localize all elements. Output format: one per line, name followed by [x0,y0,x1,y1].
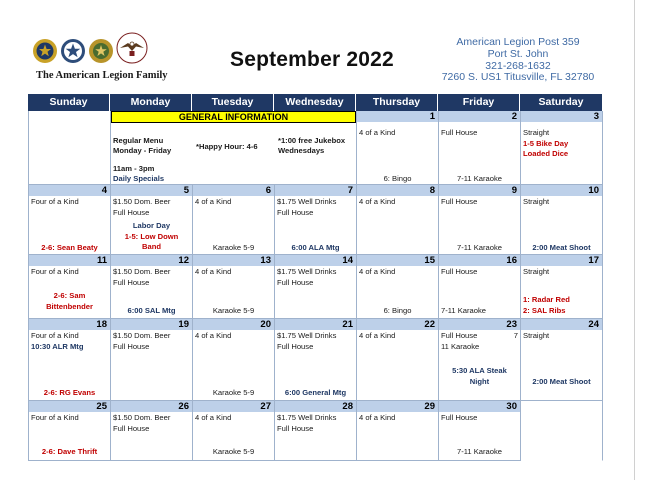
event-text: Full House [113,342,150,351]
event-text: 7-11 Karaoke [456,243,503,252]
event-text: Straight [523,128,550,137]
day-cell-4 [29,185,111,255]
day-cell-12 [111,255,193,319]
event-text: Full House [277,208,314,217]
event-text: Karaoke 5-9 [212,243,255,252]
day-number: 17 [521,255,602,266]
day-cell-22 [357,319,439,401]
info-happy-hour: *Happy Hour: 4-6 [196,142,258,151]
day-cell-2 [439,111,521,185]
day-cell-empty [29,111,111,185]
day-number: 1 [357,111,438,122]
day-cell-5 [111,185,193,255]
event-text: Karaoke 5-9 [212,388,255,397]
day-number: 3 [521,111,602,122]
day-cell-25 [29,401,111,461]
event-text: Straight [523,331,550,340]
event-text: Full House [441,128,478,137]
day-number: 24 [521,319,602,330]
event-text: $1.75 Well Drinks [277,413,337,422]
event-text: $1.50 Dom. Beer [113,331,171,340]
day-cell-11 [29,255,111,319]
event-text: 4 of a Kind [195,267,232,276]
day-number: 10 [521,185,602,196]
month-calendar [28,94,602,461]
event-text: 1: Radar Red [523,295,570,304]
day-number: 25 [29,401,110,412]
event-text: Full House [277,278,314,287]
day-cell-24 [521,319,603,401]
day-cell-3 [521,111,603,185]
riders-eagle-emblem-icon [116,32,148,64]
day-number: 22 [357,319,438,330]
event-text: $1.50 Dom. Beer [113,267,171,276]
day-number: 20 [193,319,274,330]
address-line: American Legion Post 359 [456,36,580,48]
day-cell-10 [521,185,603,255]
page-title: September 2022 [230,48,394,71]
day-cell-empty [521,401,603,461]
weekday-tuesday: Tuesday [192,94,274,111]
day-cell-9 [439,185,521,255]
event-text: 4 of a Kind [195,413,232,422]
page-edge-line [634,0,635,480]
event-text: 1-5 Bike Day [523,139,569,148]
event-text: Full House [441,267,478,276]
info-jukebox-days: Wednesdays [278,146,325,155]
event-text: Band [142,242,161,251]
legion-emblem-icon [32,38,58,64]
event-text: 4 of a Kind [359,267,396,276]
calendar-week [28,401,602,461]
event-text: 7-11 Karaoke [456,174,503,183]
day-cell-17 [521,255,603,319]
post-address-block [420,37,616,84]
event-text: Karaoke 5-9 [212,306,255,315]
day-cell-23 [439,319,521,401]
event-text: 6:00 ALA Mtg [291,243,340,252]
event-text: Night [469,377,490,386]
day-number: 5 [111,185,192,196]
general-info-banner: GENERAL INFORMATION [111,111,356,123]
day-number: 18 [29,319,110,330]
day-cell-7 [275,185,357,255]
event-text: 2-6: Sean Beaty [41,243,98,252]
address-line: 321-268-1632 [485,59,551,72]
event-text: Full House [113,424,150,433]
star-emblem-icon [60,38,86,64]
event-text: Full House [441,413,478,422]
day-cell-14 [275,255,357,319]
day-cell-16 [439,255,521,319]
day-cell-8 [357,185,439,255]
event-text: 4 of a Kind [359,128,396,137]
day-number: 13 [193,255,274,266]
event-text: 2-6: RG Evans [43,388,96,397]
day-number: 29 [357,401,438,412]
day-cell-21 [275,319,357,401]
day-number: 8 [357,185,438,196]
day-cell-20 [193,319,275,401]
event-text: 4 of a Kind [195,197,232,206]
event-text: Four of a Kind [31,267,79,276]
day-number: 23 [439,319,520,330]
event-text: 4 of a Kind [359,197,396,206]
event-text: Full House [441,331,478,340]
weekday-friday: Friday [438,94,520,111]
day-number: 21 [275,319,356,330]
day-number: 2 [439,111,520,122]
event-text: $1.75 Well Drinks [277,267,337,276]
event-text: Full House [277,424,314,433]
event-text: 10:30 ALR Mtg [31,342,84,351]
day-number: 30 [439,401,520,412]
event-text: Loaded Dice [523,149,569,158]
org-label: The American Legion Family [36,70,168,81]
event-text: 5:30 ALA Steak [452,366,507,375]
calendar-week [28,319,602,401]
event-text: 7-11 Karaoke [441,306,487,315]
event-text: Full House [277,342,314,351]
event-text: 11 Karaoke [441,342,480,351]
event-text: 6:00 General Mtg [284,388,347,397]
weekday-wednesday: Wednesday [274,94,356,111]
day-number: 16 [439,255,520,266]
event-text: Full House [113,208,150,217]
day-cell-6 [193,185,275,255]
event-text: 6: Bingo [383,306,412,315]
event-text: 1-5: Low Down [124,232,179,241]
event-text: Four of a Kind [31,197,79,206]
event-text: Four of a Kind [31,331,79,340]
weekday-header-row [28,94,602,111]
day-cell-30 [439,401,521,461]
event-text: 4 of a Kind [359,331,396,340]
day-number: 11 [29,255,110,266]
day-number: 19 [111,319,192,330]
event-text: Straight [523,267,550,276]
day-number: 28 [275,401,356,412]
info-menu-days: Monday - Friday [113,146,172,155]
day-number: 14 [275,255,356,266]
logo-strip [32,36,182,72]
weekday-saturday: Saturday [520,94,602,111]
event-text: 2:00 Meat Shoot [532,377,591,386]
event-text: $1.50 Dom. Beer [113,413,171,422]
event-text: Straight [523,197,550,206]
event-text: Full House [441,197,478,206]
event-text: 4 of a Kind [195,331,232,340]
day-number: 7 [275,185,356,196]
day-cell-13 [193,255,275,319]
day-number: 27 [193,401,274,412]
day-cell-28 [275,401,357,461]
day-number: 4 [29,185,110,196]
event-text: Four of a Kind [31,413,79,422]
event-text: 6:00 SAL Mtg [127,306,176,315]
event-text: 4 of a Kind [359,413,396,422]
event-text: 2-6: Dave Thrift [41,447,98,456]
info-jukebox: *1:00 free Jukebox [278,136,346,145]
event-text: $1.75 Well Drinks [277,197,337,206]
info-specials: Daily Specials [113,174,165,183]
event-text: 7-11 Karaoke [456,447,503,456]
event-text: Labor Day [132,221,171,230]
day-number: 9 [439,185,520,196]
day-cell-19 [111,319,193,401]
weekday-thursday: Thursday [356,94,438,111]
calendar-week [28,111,602,185]
event-text: Bittenbender [46,302,93,311]
day-cell-1 [357,111,439,185]
day-number: 15 [357,255,438,266]
address-line: Port St. John [487,47,549,60]
event-text: 2:00 Meat Shoot [532,243,591,252]
address-line: 7260 S. US1 Titusville, FL 32780 [441,71,595,84]
info-hours: 11am - 3pm [113,164,155,173]
day-cell-15 [357,255,439,319]
info-menu: Regular Menu [113,136,164,145]
auxiliary-emblem-icon [88,38,114,64]
weekday-monday: Monday [110,94,192,111]
day-cell-29 [357,401,439,461]
calendar-week [28,185,602,255]
day-cell-27 [193,401,275,461]
event-text: 2: SAL Ribs [523,306,566,315]
calendar-week [28,255,602,319]
event-text: 6: Bingo [383,174,412,183]
day-cell-18 [29,319,111,401]
event-text: Karaoke 5-9 [212,447,255,456]
event-text: 2-6: Sam [53,291,86,300]
event-text: $1.50 Dom. Beer [113,197,171,206]
general-info-cell [111,111,357,185]
day-cell-26 [111,401,193,461]
day-number: 6 [193,185,274,196]
event-text: Full House [113,278,150,287]
day-number: 12 [111,255,192,266]
day-number: 26 [111,401,192,412]
event-text: 7 [513,331,518,340]
weekday-sunday: Sunday [28,94,110,111]
event-text: $1.75 Well Drinks [277,331,337,340]
